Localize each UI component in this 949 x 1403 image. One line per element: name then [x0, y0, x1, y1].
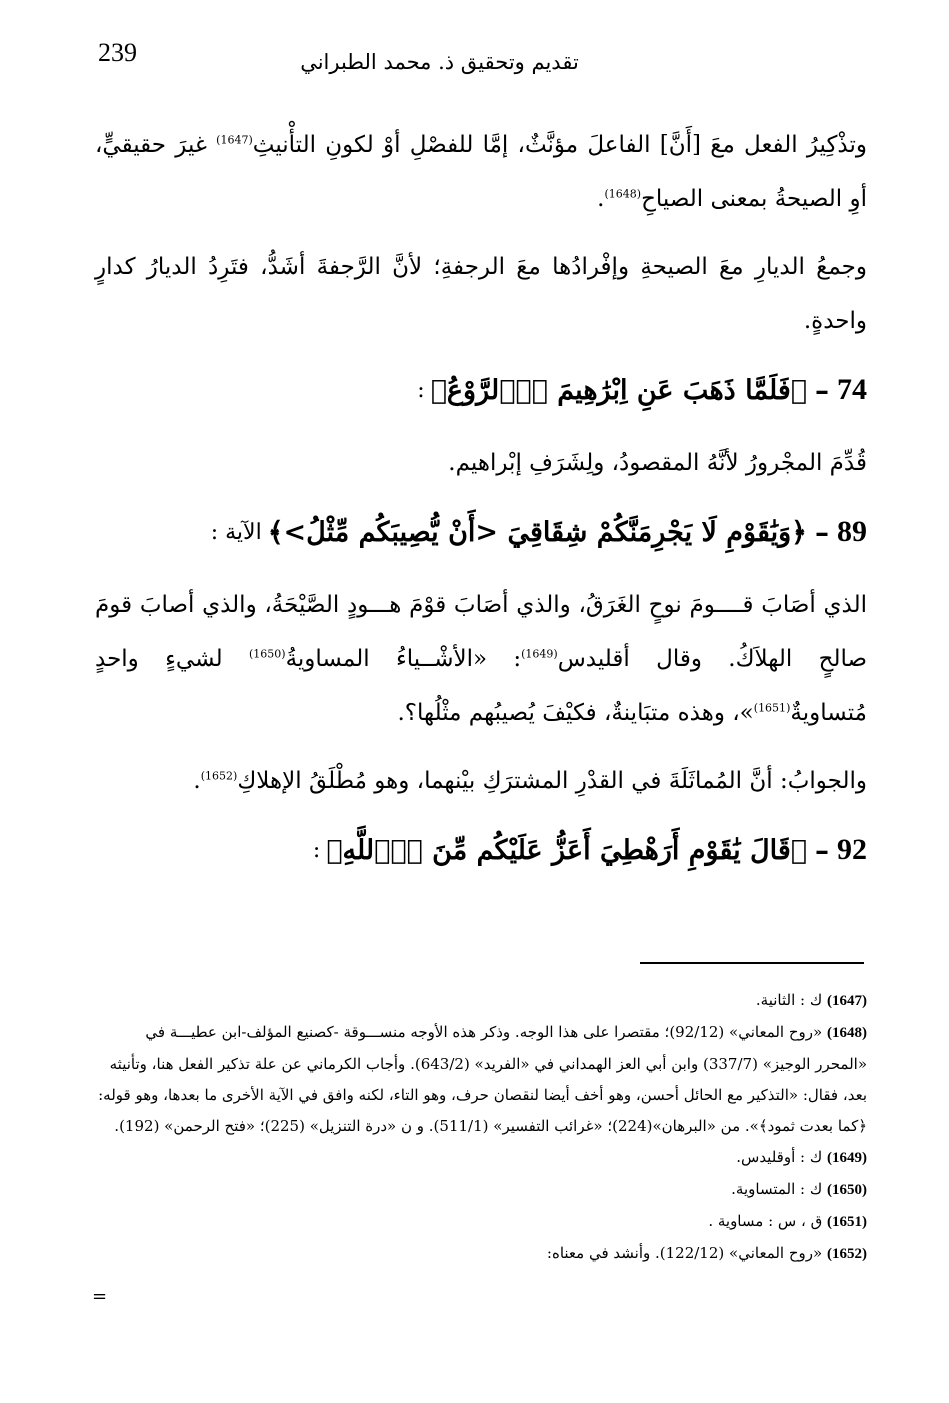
- footnote-number: (1649): [827, 1150, 867, 1166]
- verse-tail: :: [312, 837, 321, 863]
- verse-text: ﴿فَلَمَّا ذَهَبَ عَنِ اِبْرَٰهِيمَ اَ۬لرَّوْعُ﴾: [430, 374, 807, 406]
- verse-dash: –: [815, 833, 829, 867]
- footnote-1651: [95, 1206, 867, 1238]
- main-text: [95, 118, 867, 896]
- footnote-1650: [95, 1174, 867, 1206]
- verse-number: 92: [837, 833, 867, 866]
- verse-tail: الآية :: [210, 519, 262, 545]
- footnote-ref-1652[interactable]: (1652): [200, 769, 238, 783]
- paragraph-1-text-b: غيرَ حقيقيٍّ، أوِ الصيحةُ بمعنى الصياحِ: [95, 132, 867, 212]
- paragraph-4-text-c: لشيءٍ واحدٍ مُتساويةٌ: [95, 646, 867, 726]
- footnote-number: (1652): [827, 1246, 867, 1262]
- verse-heading-92: [95, 822, 867, 878]
- footnote-text: ك : أوقليدس.: [736, 1148, 823, 1166]
- verse-heading-74: [95, 362, 867, 418]
- paragraph-4-text-d: »، وهذه متبَاينةٌ، فكيْفَ يُصيبُهم مثْلُها؟.: [397, 700, 754, 726]
- paragraph-4-text-a: الذي أصَابَ قــــومَ نوحٍ الغَرَقُ، والذي أصَابَ قوْمَ هـــودٍ الصَّيْحَةُ، والذي أصابَ قومَ صالحٍ الهلاَكُ. وقال أقليدس: [95, 592, 867, 672]
- verse-text: ﴿وَيَٰقَوْمِ لَا يَجْرِمَنَّكُمْ شِقَاقِيَ <أَنْ يُّصِيبَكُم مِّثْلُ>﴾: [267, 516, 807, 548]
- verse-number: 89: [837, 515, 867, 548]
- paragraph-1: [95, 118, 867, 226]
- side-mark: =: [92, 1286, 108, 1307]
- verse-dash: –: [815, 515, 829, 549]
- paragraph-2: وجمعُ الديارِ معَ الصيحةِ وإفْرادُها معَ الرجفةِ؛ لأنَّ الرَّجفةَ أشَدُّ، فتَرِدُ الديارُ كدارٍ واحدةٍ.: [95, 254, 867, 334]
- verse-heading-89: [95, 504, 867, 560]
- footnote-text: ك : الثانية.: [755, 991, 823, 1009]
- footnote-text: ق ، س : مساوية .: [708, 1212, 823, 1230]
- verse-text: ﴿قَالَ يَٰقَوْمِ أَرَهْطِيَ أَعَزُّ عَلَيْكُم مِّنَ اَ۬للَّهِ﴾: [326, 834, 807, 866]
- paragraph-5: [95, 754, 867, 808]
- paragraph-3: قُدِّمَ المجْرورُ لأنَّهُ المقصودُ، ولِشَرَفِ إبْراهيم.: [448, 450, 867, 476]
- page-number: 239: [98, 38, 137, 67]
- paragraph-4-text-b: : «الأشْــياءُ المساويةُ: [285, 646, 522, 672]
- paragraph-5-text-a: والجوابُ: أنَّ المُماثَلَةَ في القدْرِ المشترَكِ بيْنهما، وهو مُطْلَقُ الإهلاكِ: [237, 768, 867, 794]
- verse-number: 74: [837, 373, 867, 406]
- footnote-ref-1649[interactable]: (1649): [521, 647, 558, 661]
- footnote-ref-1647[interactable]: (1647): [216, 133, 253, 147]
- footnote-ref-1648[interactable]: (1648): [604, 187, 642, 201]
- footnote-text: ك : المتساوية.: [731, 1180, 823, 1198]
- footnote-1649: [95, 1142, 867, 1174]
- paragraph-4: [95, 578, 867, 740]
- footnote-ref-1651[interactable]: (1651): [753, 701, 791, 715]
- footnote-text: «روح المعاني» (122/12). وأنشد في معناه:: [546, 1244, 823, 1262]
- footnote-text: «روح المعاني» (92/12)؛ مقتصرا على هذا الوجه. وذكر هذه الأوجه منســـوقة -كصنيع المؤلف-ابن عطيـــة في «المحرر الوجيز» (337/7) وابن أبي العز الهمداني في «الفريد» (643/2). وأجاب الكرماني عن علة تذكير الفعل هنا، وتأنيثه بعد، فقال: «التذكير مع الحائل أحسن، وهو أخف أيضا لنقصان حرف، وهو التاء، لكنه وافق في الآية الأخرى ما بعدها، وهو قوله:﴿كما بعدت ثمود﴾». من «البرهان»(224)؛ «غرائب التفسير» (511/1). و ن «درة التنزيل» (225)؛ «فتح الرحمن» (192).: [98, 1023, 867, 1135]
- footnote-number: (1648): [827, 1025, 867, 1041]
- footnote-number: (1647): [827, 993, 867, 1009]
- verse-dash: –: [815, 373, 829, 407]
- footnotes: [95, 985, 867, 1270]
- footnote-number: (1651): [827, 1214, 867, 1230]
- footnote-1647: [95, 985, 867, 1017]
- paragraph-1-text-c: .: [597, 186, 605, 212]
- footnote-number: (1650): [827, 1182, 867, 1198]
- verse-tail: :: [417, 377, 425, 403]
- footnote-ref-1650[interactable]: (1650): [248, 647, 286, 661]
- paragraph-5-text-b: .: [193, 768, 201, 794]
- footnote-separator: [640, 962, 864, 964]
- running-header: تقديم وتحقيق ذ. محمد الطبراني: [300, 50, 579, 74]
- paragraph-1-text: وتذْكِيرُ الفعل معَ [أَنَّ] الفاعلَ مؤنَّثٌ، إمَّا للفصْلِ أوْ لكونِ التأْنيثِ: [252, 132, 867, 158]
- footnote-1648: [95, 1017, 867, 1142]
- footnote-1652: [95, 1238, 867, 1270]
